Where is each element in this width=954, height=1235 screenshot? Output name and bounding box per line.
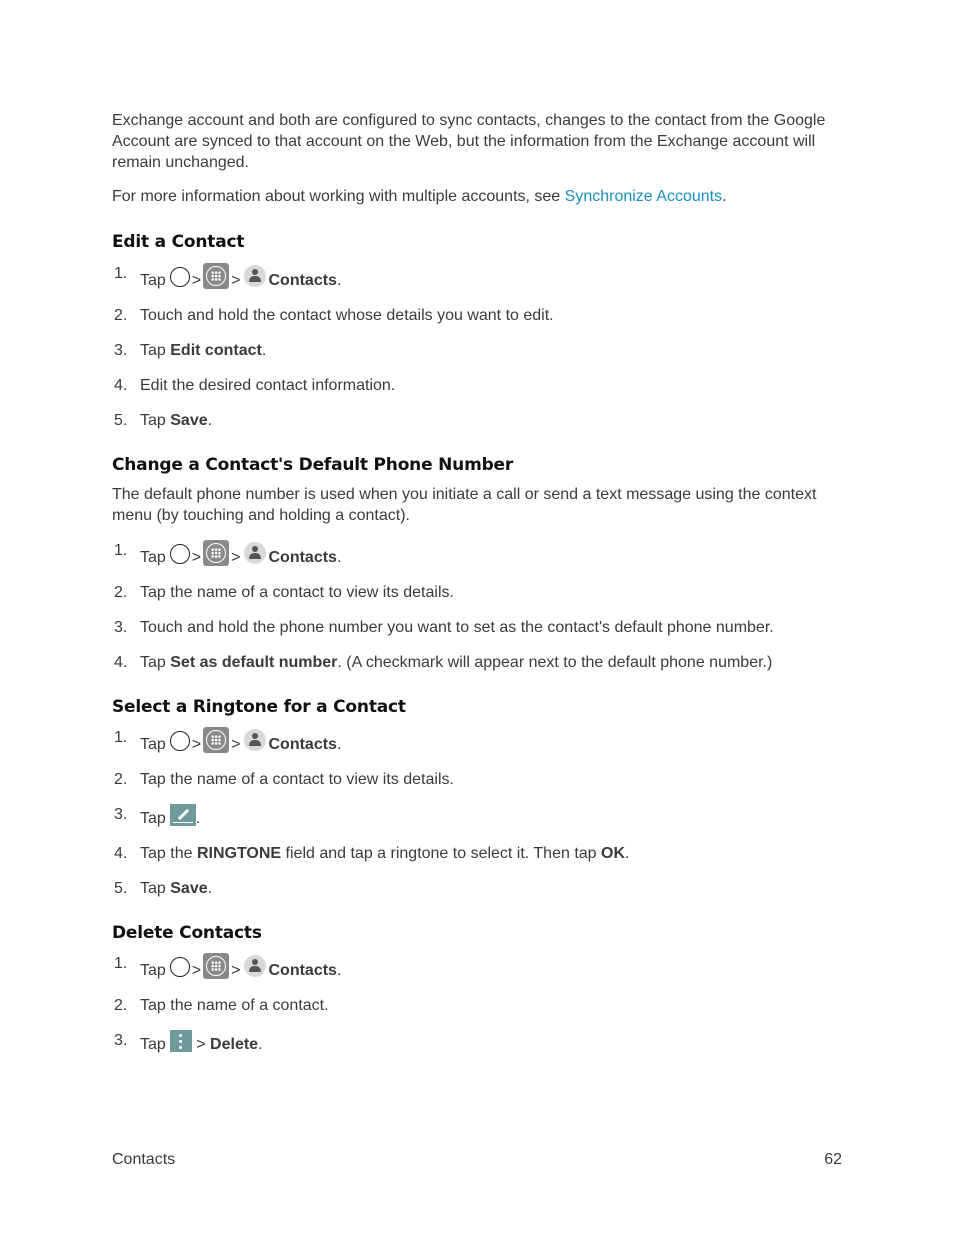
steps-edit-contact xyxy=(112,263,847,431)
list-item: 5. Tap Save. xyxy=(114,412,213,429)
contacts-app-icon xyxy=(244,542,266,564)
change-description: The default phone number is used when you initiate a call or send a text message using the context menu (by touching and holding a contact). xyxy=(112,486,817,524)
list-item: 3. Tap . xyxy=(114,806,201,827)
list-item: 1. Tap > > Contacts. xyxy=(114,542,342,566)
list-item: 1. Tap > > Contacts. xyxy=(114,729,342,753)
steps-delete-contacts xyxy=(112,953,847,1055)
list-item: 2. Tap the name of a contact to view its details. xyxy=(114,771,454,788)
intro-see-also: For more information about working with multiple accounts, see Synchronize Accounts. xyxy=(112,188,727,205)
intro-paragraph: Exchange account and both are configured to sync contacts, changes to the contact from the Google Account are synced to that account on the Web, but the information from the Exchange account will remain unchanged. xyxy=(112,112,826,171)
list-item: 5. Tap Save. xyxy=(114,880,213,897)
heading-select-ringtone: Select a Ringtone for a Contact xyxy=(112,697,406,717)
apps-icon xyxy=(203,540,229,566)
list-item: 2. Tap the name of a contact. xyxy=(114,997,329,1014)
home-button-icon xyxy=(170,731,190,751)
heading-edit-contact: Edit a Contact xyxy=(112,232,245,252)
footer-page-number: 62 xyxy=(824,1151,842,1168)
list-item: 1. Tap > > Contacts. xyxy=(114,955,342,979)
edit-pencil-icon xyxy=(170,804,196,826)
home-button-icon xyxy=(170,957,190,977)
contacts-app-icon xyxy=(244,729,266,751)
list-item: 1. Tap > > Contacts. xyxy=(114,265,342,289)
contacts-app-icon xyxy=(244,955,266,977)
steps-select-ringtone xyxy=(112,727,847,899)
contacts-app-icon xyxy=(244,265,266,287)
list-item: 3. Tap > Delete. xyxy=(114,1032,263,1053)
list-item: 4. Tap Set as default number. (A checkmark will appear next to the default phone number.) xyxy=(114,654,773,671)
list-item: 2. Tap the name of a contact to view its details. xyxy=(114,584,454,601)
list-item: 3. Touch and hold the phone number you want to set as the contact's default phone number. xyxy=(114,619,774,636)
home-button-icon xyxy=(170,544,190,564)
document-page xyxy=(112,110,847,1069)
apps-icon xyxy=(203,727,229,753)
list-item: 2. Touch and hold the contact whose details you want to edit. xyxy=(114,307,554,324)
home-button-icon xyxy=(170,267,190,287)
steps-change-default-number xyxy=(112,540,847,673)
footer-section-name: Contacts xyxy=(112,1151,176,1168)
list-item: 3. Tap Edit contact. xyxy=(114,342,267,359)
list-item: 4. Edit the desired contact information. xyxy=(114,377,396,394)
more-options-icon xyxy=(170,1030,192,1052)
apps-icon xyxy=(203,953,229,979)
apps-icon xyxy=(203,263,229,289)
heading-delete-contacts: Delete Contacts xyxy=(112,923,262,943)
synchronize-accounts-link[interactable]: Synchronize Accounts xyxy=(564,188,723,205)
heading-change-default-number: Change a Contact's Default Phone Number xyxy=(112,455,514,475)
list-item: 4. Tap the RINGTONE field and tap a ringtone to select it. Then tap OK. xyxy=(114,845,630,862)
